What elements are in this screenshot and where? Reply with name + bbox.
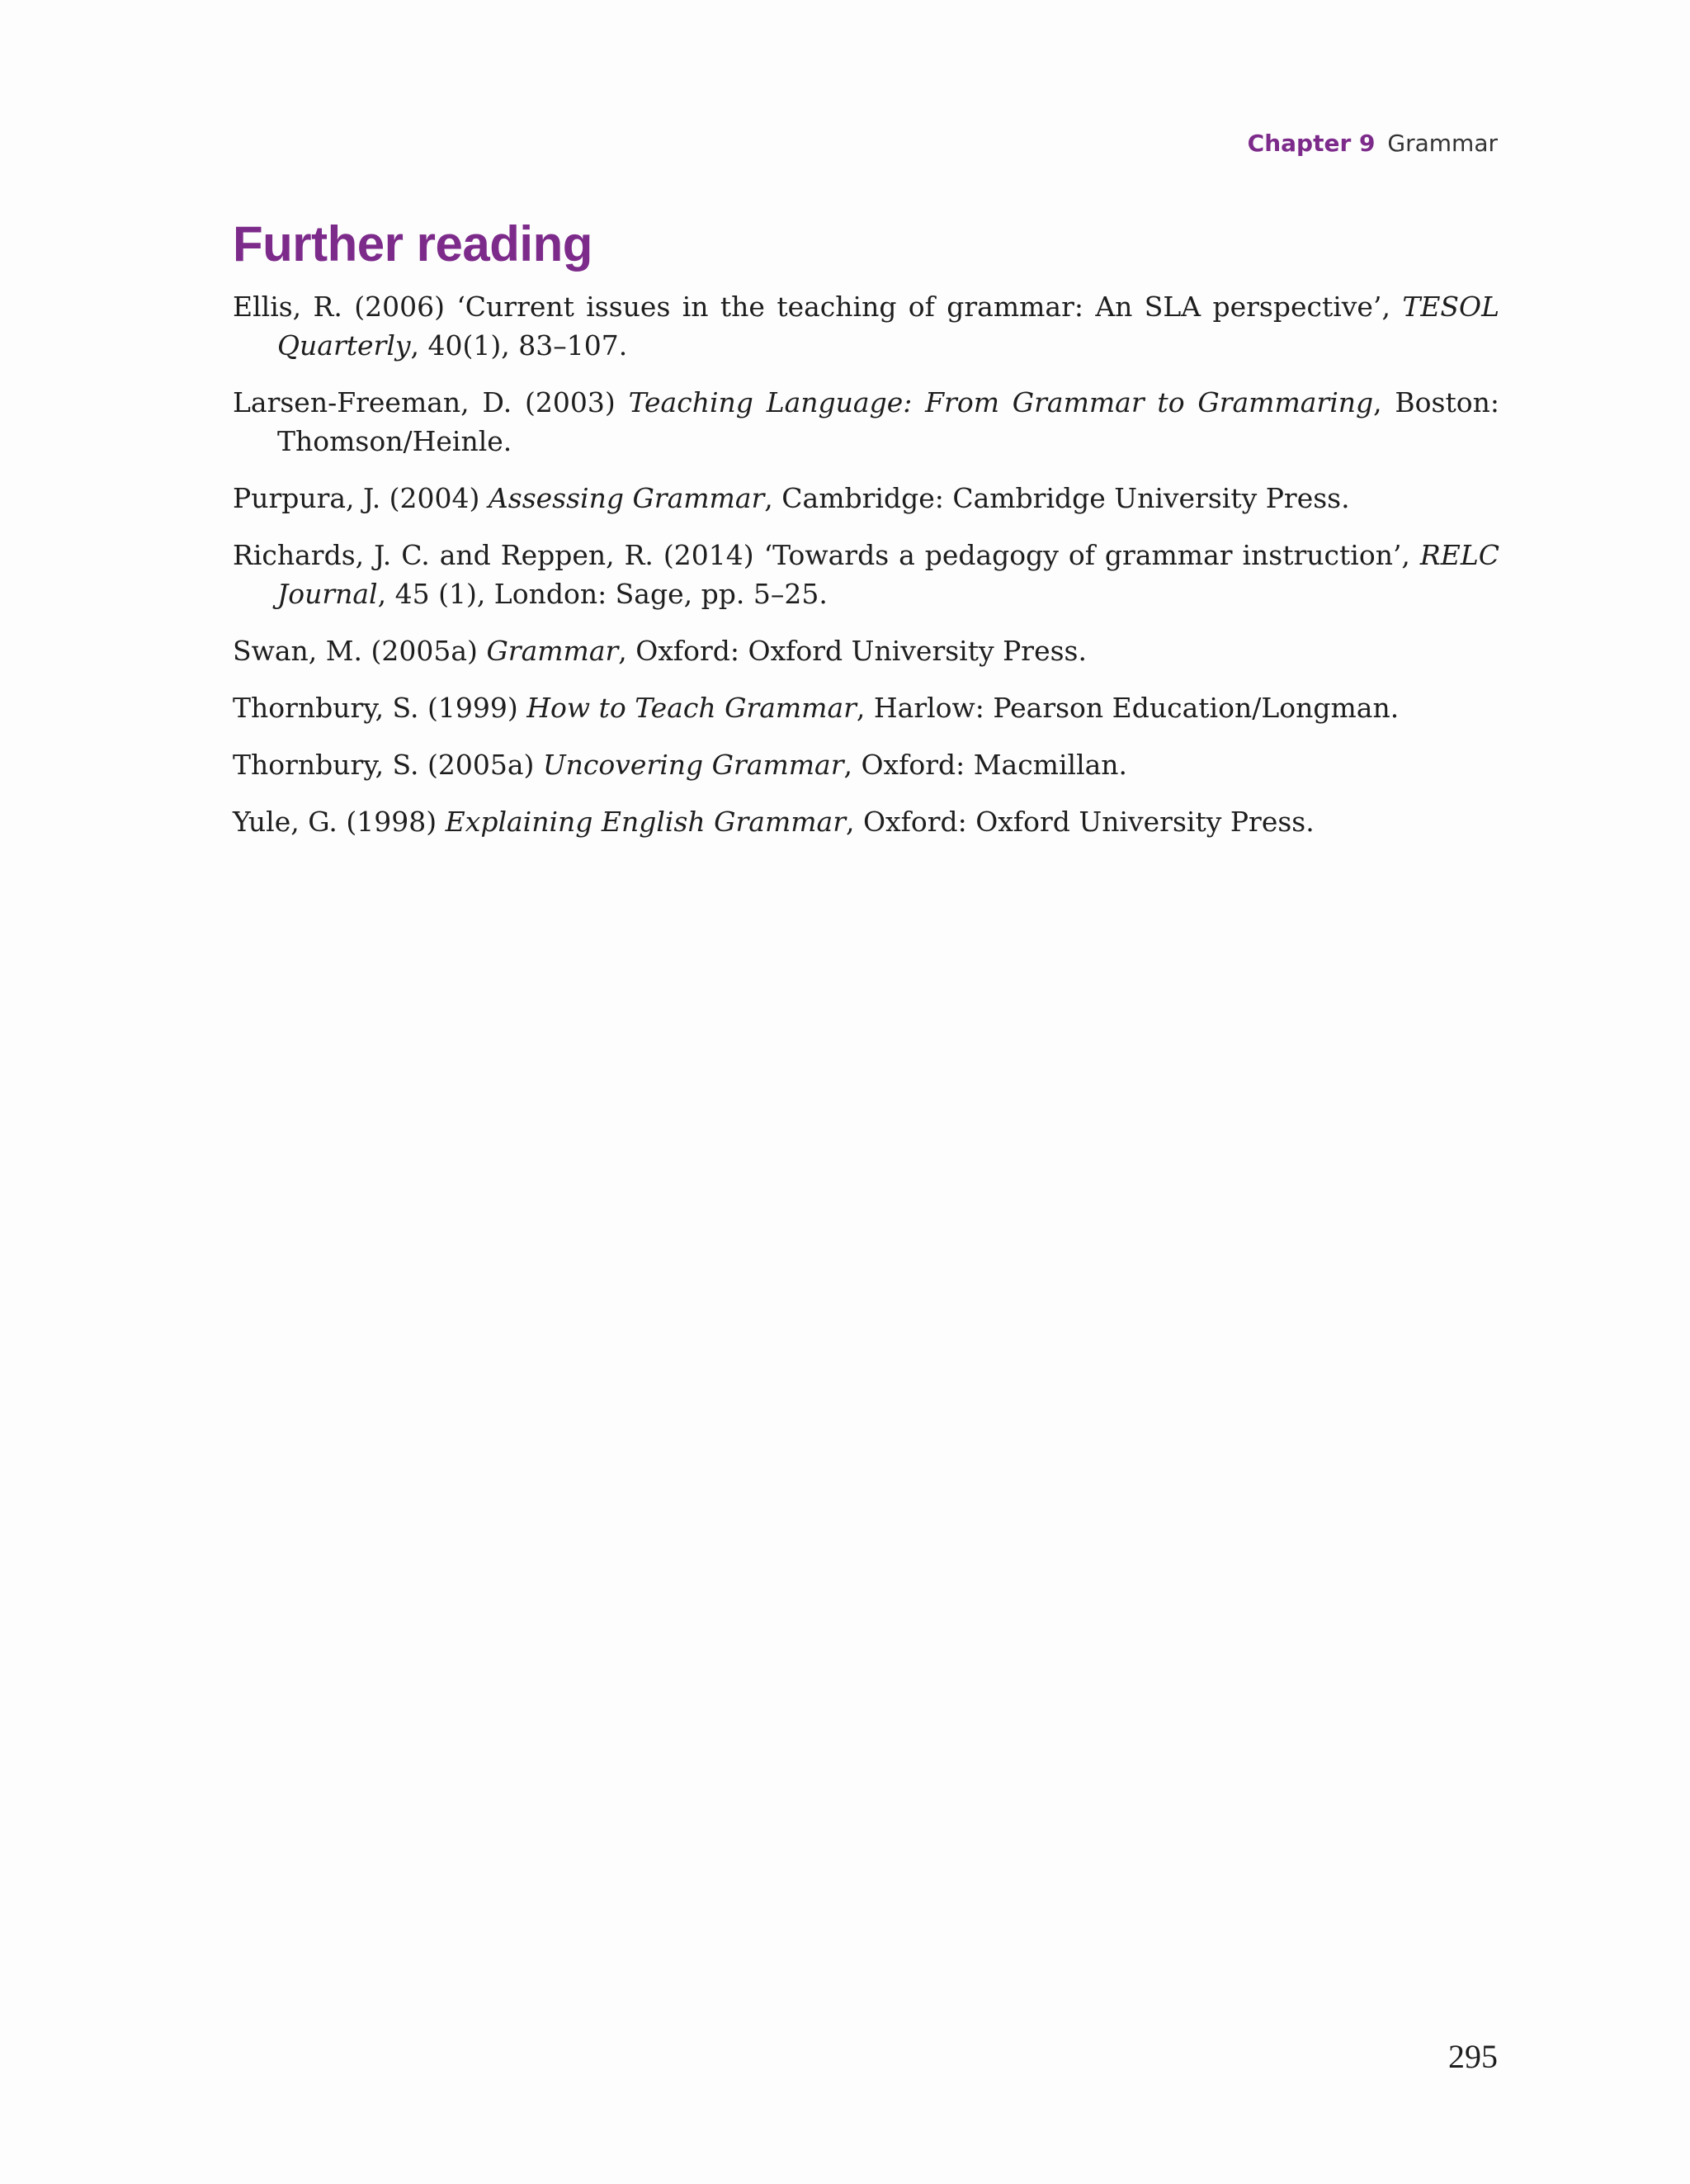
reference-text: Richards, J. C. and Reppen, R. (2014) ‘Towards a pedagogy of grammar instruction’, [233, 539, 1420, 571]
reference-item [233, 688, 1499, 727]
reference-item [233, 631, 1499, 670]
reference-details: , Boston: Thomson/Heinle. [277, 386, 1499, 457]
page-number: 295 [1448, 2038, 1498, 2075]
reference-details: , Cambridge: Cambridge University Press. [764, 482, 1350, 514]
chapter-title: Grammar [1387, 130, 1498, 157]
section-heading: Further reading [233, 216, 592, 272]
reference-title: Assessing Grammar [488, 482, 765, 514]
reference-text: Swan, M. (2005a) [233, 635, 487, 667]
reference-title: Uncovering Grammar [542, 749, 844, 781]
reference-item [233, 745, 1499, 784]
reference-title: Teaching Language: From Grammar to Grammaring [628, 386, 1374, 418]
reference-details: , Oxford: Oxford University Press. [846, 806, 1315, 838]
reference-title: RELC Journal [277, 539, 1499, 610]
reference-details: , 40(1), 83–107. [410, 329, 628, 362]
reference-details: , 45 (1), London: Sage, pp. 5–25. [377, 578, 828, 610]
reference-text: Ellis, R. (2006) ‘Current issues in the teaching of grammar: An SLA perspective’, [233, 291, 1403, 323]
reference-text: Larsen-Freeman, D. (2003) [233, 386, 629, 418]
reference-list [233, 287, 1499, 859]
reference-text: Thornbury, S. (1999) [233, 692, 527, 724]
reference-details: , Oxford: Oxford University Press. [618, 635, 1087, 667]
reference-text: Purpura, J. (2004) [233, 482, 489, 514]
reference-item [233, 479, 1499, 518]
chapter-label: Chapter 9 [1247, 130, 1376, 157]
reference-item [233, 383, 1499, 461]
reference-text: Yule, G. (1998) [233, 806, 446, 838]
reference-item [233, 536, 1499, 613]
running-head [1248, 125, 1498, 162]
reference-item [233, 287, 1499, 365]
reference-details: , Harlow: Pearson Education/Longman. [856, 692, 1400, 724]
reference-item [233, 802, 1499, 841]
reference-text: Thornbury, S. (2005a) [233, 749, 543, 781]
reference-title: How to Teach Grammar [526, 692, 857, 724]
reference-title: Grammar [486, 635, 619, 667]
reference-details: , Oxford: Macmillan. [843, 749, 1128, 781]
reference-title: TESOL Quarterly [277, 291, 1499, 362]
reference-title: Explaining English Grammar [445, 806, 847, 838]
